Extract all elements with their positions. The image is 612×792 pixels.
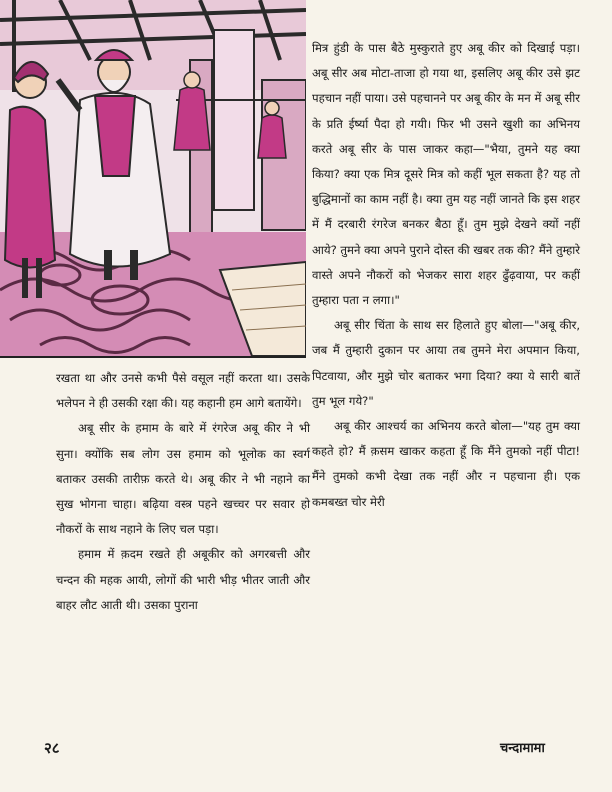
paragraph: अबू सीर चिंता के साथ सर हिलाते हुए बोला—"अबू कीर, जब मैं तुम्हारी दुकान पर आया तब तुमने मेरा अपमान किया, पिटवाया, और मुझे चोर बताकर भगा दिया? क्या ये सारी बातें तुम भूल गये?"	[312, 318, 580, 408]
paragraph: हमाम में क़दम रखते ही अबूकीर को अगरबत्ती और चन्दन की महक आयी, लोगों की भारी भीड़ भीतर जाती और बाहर लौट आती थी। उसका पुराना	[56, 547, 310, 612]
paragraph: अबू कीर आश्चर्य का अभिनय करते बोला—"यह तुम क्या कहते हो? मैं क़सम खाकर कहता हूँ कि मैंने तुमको नहीं पीटा! मैंने तुमको कभी देखा तक नहीं और न पहचाना ही। एक कमबख्त चोर मेरी	[312, 419, 580, 509]
paragraph: रखता था और उनसे कभी पैसे वसूल नहीं करता था। उसके भलेपन ने ही उसकी रक्षा की। यह कहानी हम आगे बतायेंगे।	[56, 371, 310, 411]
left-text-column	[56, 366, 310, 618]
paragraph: मित्र हुंडी के पास बैठे मुस्कुराते हुए अबू कीर को दिखाई पड़ा। अबू सीर अब मोटा-ताजा हो गया था, इसलिए अबू कीर उसे झट पहचान नहीं पाया। उसे पहचानने पर अबू कीर के मन में अबू सीर के प्रति ईर्ष्या पैदा हो गयी। फिर भी उसने खुशी का अभिनय करते अबू सीर के पास जाकर कहा—"भैया, तुमने यह क्या किया? क्या एक मित्र दूसरे मित्र को कहीं भूल सकता है? यह तो बुद्धिमानों का काम नहीं है। क्या तुम यह नहीं जानते कि इस शहर में मैं दरबारी रंगरेज बनकर बैठा हूँ। तुम मुझे देखने क्यों नहीं आये? तुमने क्या अपने पुराने दोस्त की खबर तक की? मैंने तुम्हारे वास्ते अपने नौकरों को भेजकर सारा शहर ढुँढ़वाया, पर कहीं तुम्हारा पता न लगा।"	[312, 41, 580, 308]
illustration-drawing	[0, 0, 306, 356]
right-text-column	[312, 36, 580, 515]
story-illustration	[0, 0, 306, 358]
paragraph: अबू सीर के हमाम के बारे में रंगरेज अबू कीर ने भी सुना। क्योंकि सब लोग उस हमाम को भूलोक का स्वर्ग बताकर उसकी तारीफ़ करते थे। अबू कीर ने भी नहाने का सुख भोगना चाहा। बढ़िया वस्त्र पहने खच्चर पर सवार हो नौकरों के साथ नहाने के लिए चल पड़ा।	[56, 421, 310, 537]
magazine-name: चन्दामामा	[500, 741, 545, 756]
page-number: २८	[44, 739, 60, 757]
